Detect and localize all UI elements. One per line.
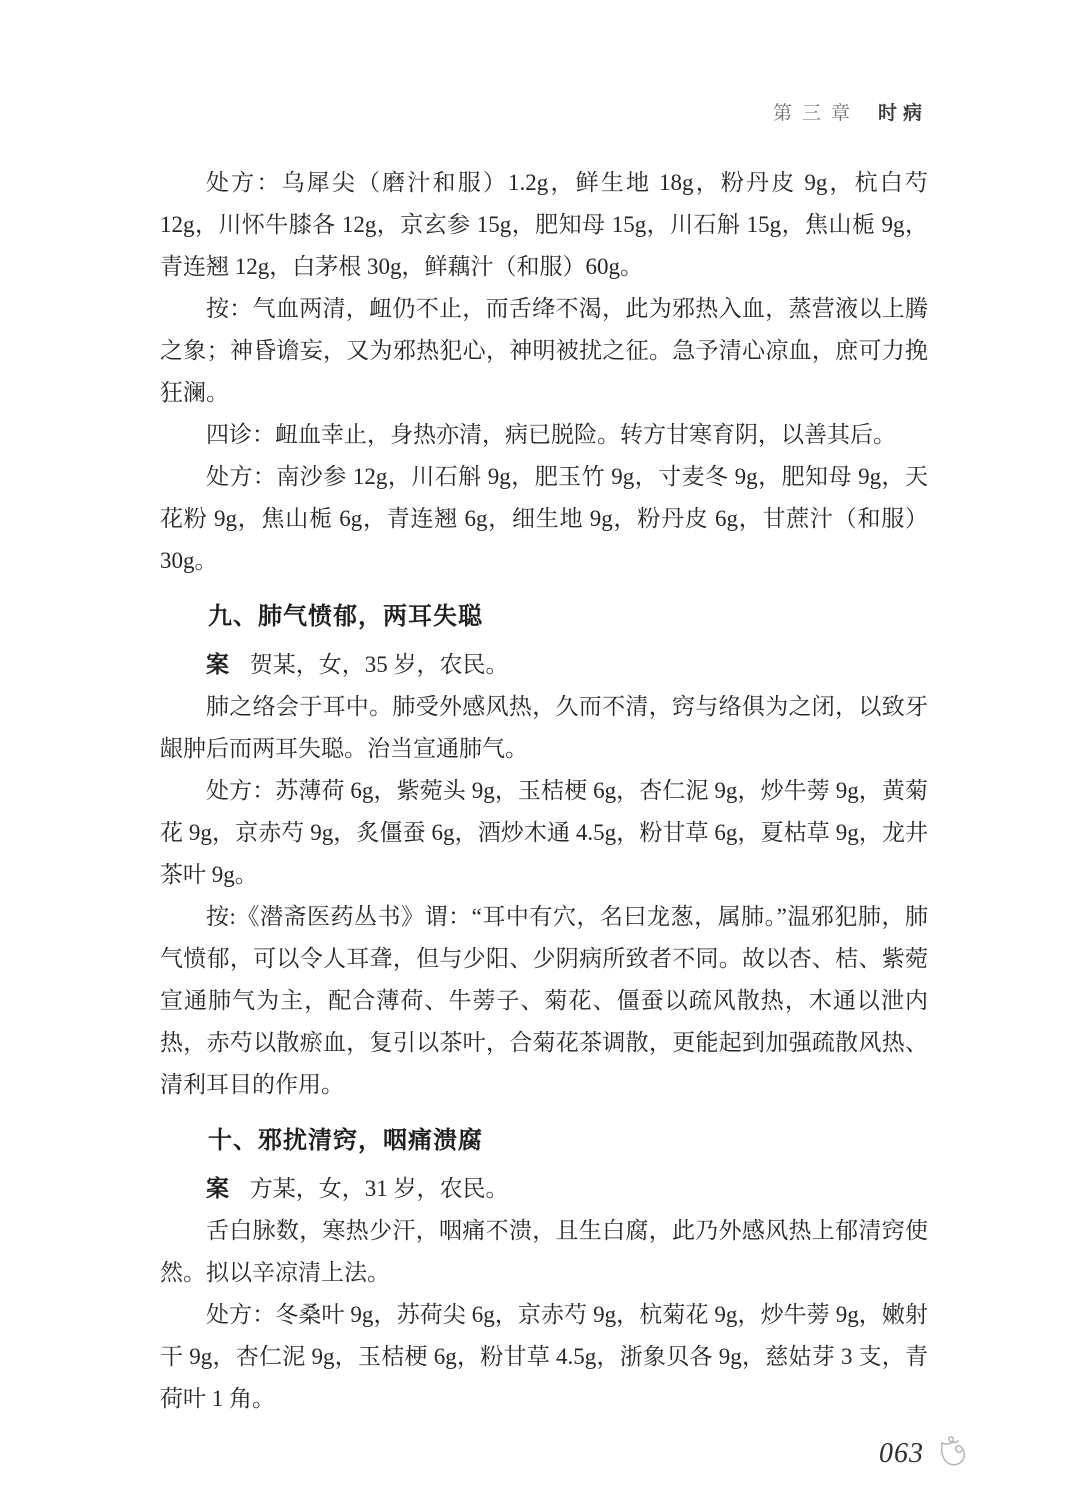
paragraph: 按：气血两清，衄仍不止，而舌绛不渴，此为邪热入血，蒸营液以上腾之象；神昏谵妄，又为邪热犯心，神明被扰之征。急予清心凉血，庶可力挽狂澜。 — [160, 296, 928, 405]
page-body — [0, 126, 1080, 1420]
paragraph: 处方：南沙参 12g，川石斛 9g，肥玉竹 9g，寸麦冬 9g，肥知母 9g，天花粉 9g，焦山栀 6g，青连翘 6g，细生地 9g，粉丹皮 6g，甘蔗汁（和服）30g。 — [160, 464, 928, 573]
paragraph: 处方：冬桑叶 9g，苏荷尖 6g，京赤芍 9g，杭菊花 9g，炒牛蒡 9g，嫩射干 9g，杏仁泥 9g，玉桔梗 6g，粉甘草 4.5g，浙象贝各 9g，慈姑芽 3 支，青荷叶 1 角。 — [160, 1302, 928, 1411]
leaf-ornament-icon — [938, 1435, 968, 1474]
paragraph: 处方：乌犀尖（磨汁和服）1.2g，鲜生地 18g，粉丹皮 9g，杭白芍 12g，川怀牛膝各 12g，京玄参 15g，肥知母 15g，川石斛 15g，焦山栀 9g，青连翘 12g，白茅根 30g，鲜藕汁（和服）60g。 — [160, 170, 928, 279]
chapter-label: 第三章 — [772, 103, 860, 124]
page-footer — [0, 1432, 1080, 1476]
paragraph: 肺之络会于耳中。肺受外感风热，久而不清，窍与络俱为之闭，以致牙龈肿后而两耳失聪。治当宣通肺气。 — [160, 694, 928, 761]
page-number: 063 — [879, 1438, 924, 1469]
case-label: 案 — [206, 1176, 229, 1201]
case-text: 方某，女，31 岁，农民。 — [249, 1176, 509, 1201]
section-label: 时病 — [877, 103, 928, 124]
case-line — [160, 644, 928, 686]
paragraph: 按:《潜斋医药丛书》谓：“耳中有穴，名曰龙葱，属肺。”温邪犯肺，肺气愤郁，可以令人耳聋，但与少阳、少阴病所致者不同。故以杏、桔、紫菀宣通肺气为主，配合薄荷、牛蒡子、菊花、僵蚕以疏风散热，木通以泄内热，赤芍以散瘀血，复引以茶叶，合菊花茶调散，更能起到加强疏散风热、清利耳目的作用。 — [160, 904, 928, 1097]
running-header — [0, 102, 1080, 126]
paragraph: 处方：苏薄荷 6g，紫菀头 9g，玉桔梗 6g，杏仁泥 9g，炒牛蒡 9g，黄菊花 9g，京赤芍 9g，炙僵蚕 6g，酒炒木通 4.5g，粉甘草 6g，夏枯草 9g，龙井茶叶 9g。 — [160, 778, 928, 887]
paragraph: 四诊：衄血幸止，身热亦清，病已脱险。转方甘寒育阴，以善其后。 — [206, 422, 896, 447]
case-line — [160, 1168, 928, 1210]
section-heading: 十、邪扰清窍，咽痛溃腐 — [208, 1128, 483, 1154]
case-text: 贺某，女，35 岁，农民。 — [249, 652, 509, 677]
paragraph: 舌白脉数，寒热少汗，咽痛不溃，且生白腐，此乃外感风热上郁清窍使然。拟以辛凉清上法。 — [160, 1218, 928, 1285]
section-heading: 九、肺气愤郁，两耳失聪 — [208, 604, 483, 630]
case-label: 案 — [206, 652, 229, 677]
